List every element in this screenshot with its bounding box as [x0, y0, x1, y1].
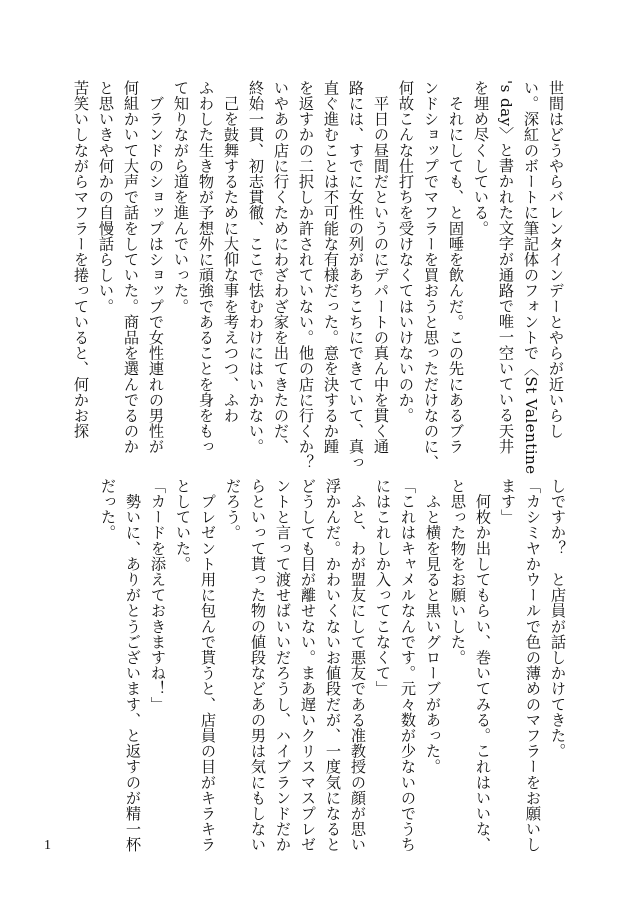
text-line: と思いきや何かの自慢話らしい。 — [97, 80, 115, 314]
text-line: 終始一貫、初志貫徹、ここで怯むわけにはいかない。 — [247, 80, 265, 455]
text-line: 「これはキャメルなんです。元々数が少ないのでうち — [399, 478, 417, 853]
text-line: 平日の昼間だというのにデパートの真ん中を貫く通 — [372, 80, 390, 455]
text-line: 「カードを添えておきますね！」 — [149, 478, 167, 712]
text-line: しですか？ と店員が話しかけてきた。 — [549, 478, 567, 759]
text-line: だろう。 — [224, 478, 242, 541]
text-line: ブランドのショップはショップで女性連れの男性が — [147, 80, 165, 455]
text-line: 何組かいて大声で話をしていた。商品を選んでるのか — [122, 80, 140, 455]
text-line: ントと言って渡せばいいだろうし、ハイブランドだか — [274, 478, 292, 853]
text-line: プレゼント用に包んで貰うと、店員の目がキラキラ — [199, 478, 217, 853]
text-line: ふと、わが盟友にして悪友である准教授の顔が思い — [349, 478, 367, 853]
text-line: それにしても、と固唾を飲んだ。この先にあるブラ — [447, 80, 465, 455]
text-line: らといって貰った物の値段などあの男は気にもしない — [249, 478, 267, 853]
text-line: と思った物をお願いした。 — [449, 478, 467, 666]
upper-text-block — [72, 80, 568, 475]
text-line: 「カシミヤかウールで色の薄めのマフラーをお願いし — [524, 478, 542, 853]
text-line: 浮かんだ。かわいくないお値段だが、一度気になると — [324, 478, 342, 853]
text-line: 何故こんな仕打ちを受けなくてはいけないのか。 — [397, 80, 415, 424]
text-line: ふわした生き物が予想外に頑強であることを身をもっ — [197, 80, 215, 455]
text-line: 直ぐ進むことは不可能な有様だった。意を決するか踵 — [322, 80, 340, 455]
text-line: どうしても目が離せない。まあ遅いクリスマスプレゼ — [299, 478, 317, 853]
text-line: を返すかの二択しか許されていない。他の店に行くか？ — [297, 80, 315, 470]
text-line: にはこれしか入ってこなくて」 — [374, 478, 392, 697]
text-line: 何枚か出してもらい、巻いてみる。これはいいな、 — [474, 478, 492, 853]
text-line: て知りながら道を進んでいった。 — [172, 80, 190, 314]
text-line: としていた。 — [174, 478, 192, 572]
text-line: い。深紅のボートに筆記体のフォントで〈St Valentine — [522, 80, 540, 475]
text-line: だった。 — [99, 478, 117, 541]
text-line: ふと横を見ると黒いグローブがあった。 — [424, 478, 442, 775]
text-line: 苦笑いしながらマフラーを捲っていると、何かお探 — [72, 80, 90, 439]
text-line: 己を鼓舞するために大仰な事を考えつつ、ふわ — [222, 80, 240, 424]
text-line: 路には、すでに女性の列があちこちにできていて、真っ — [347, 80, 365, 470]
page-number: 1 — [44, 838, 51, 853]
text-line: いやあの店に行くためにわざわざ家を出てきたのだ、 — [272, 80, 290, 455]
text-line: 世間はどうやらバレンタインデーとやらが近いらし — [547, 80, 565, 439]
text-line: 's day〉と書かれた文字が通路で唯一空いている天井 — [497, 80, 515, 455]
text-line: ンドショップでマフラーを買おうと思っただけなのに、 — [422, 80, 440, 470]
text-line: を埋め尽くしている。 — [472, 80, 490, 236]
lower-text-block — [92, 478, 570, 853]
text-line: ます」 — [499, 478, 517, 525]
text-line: 勢いに、ありがとうございます、と返すのが精一杯 — [124, 478, 142, 853]
